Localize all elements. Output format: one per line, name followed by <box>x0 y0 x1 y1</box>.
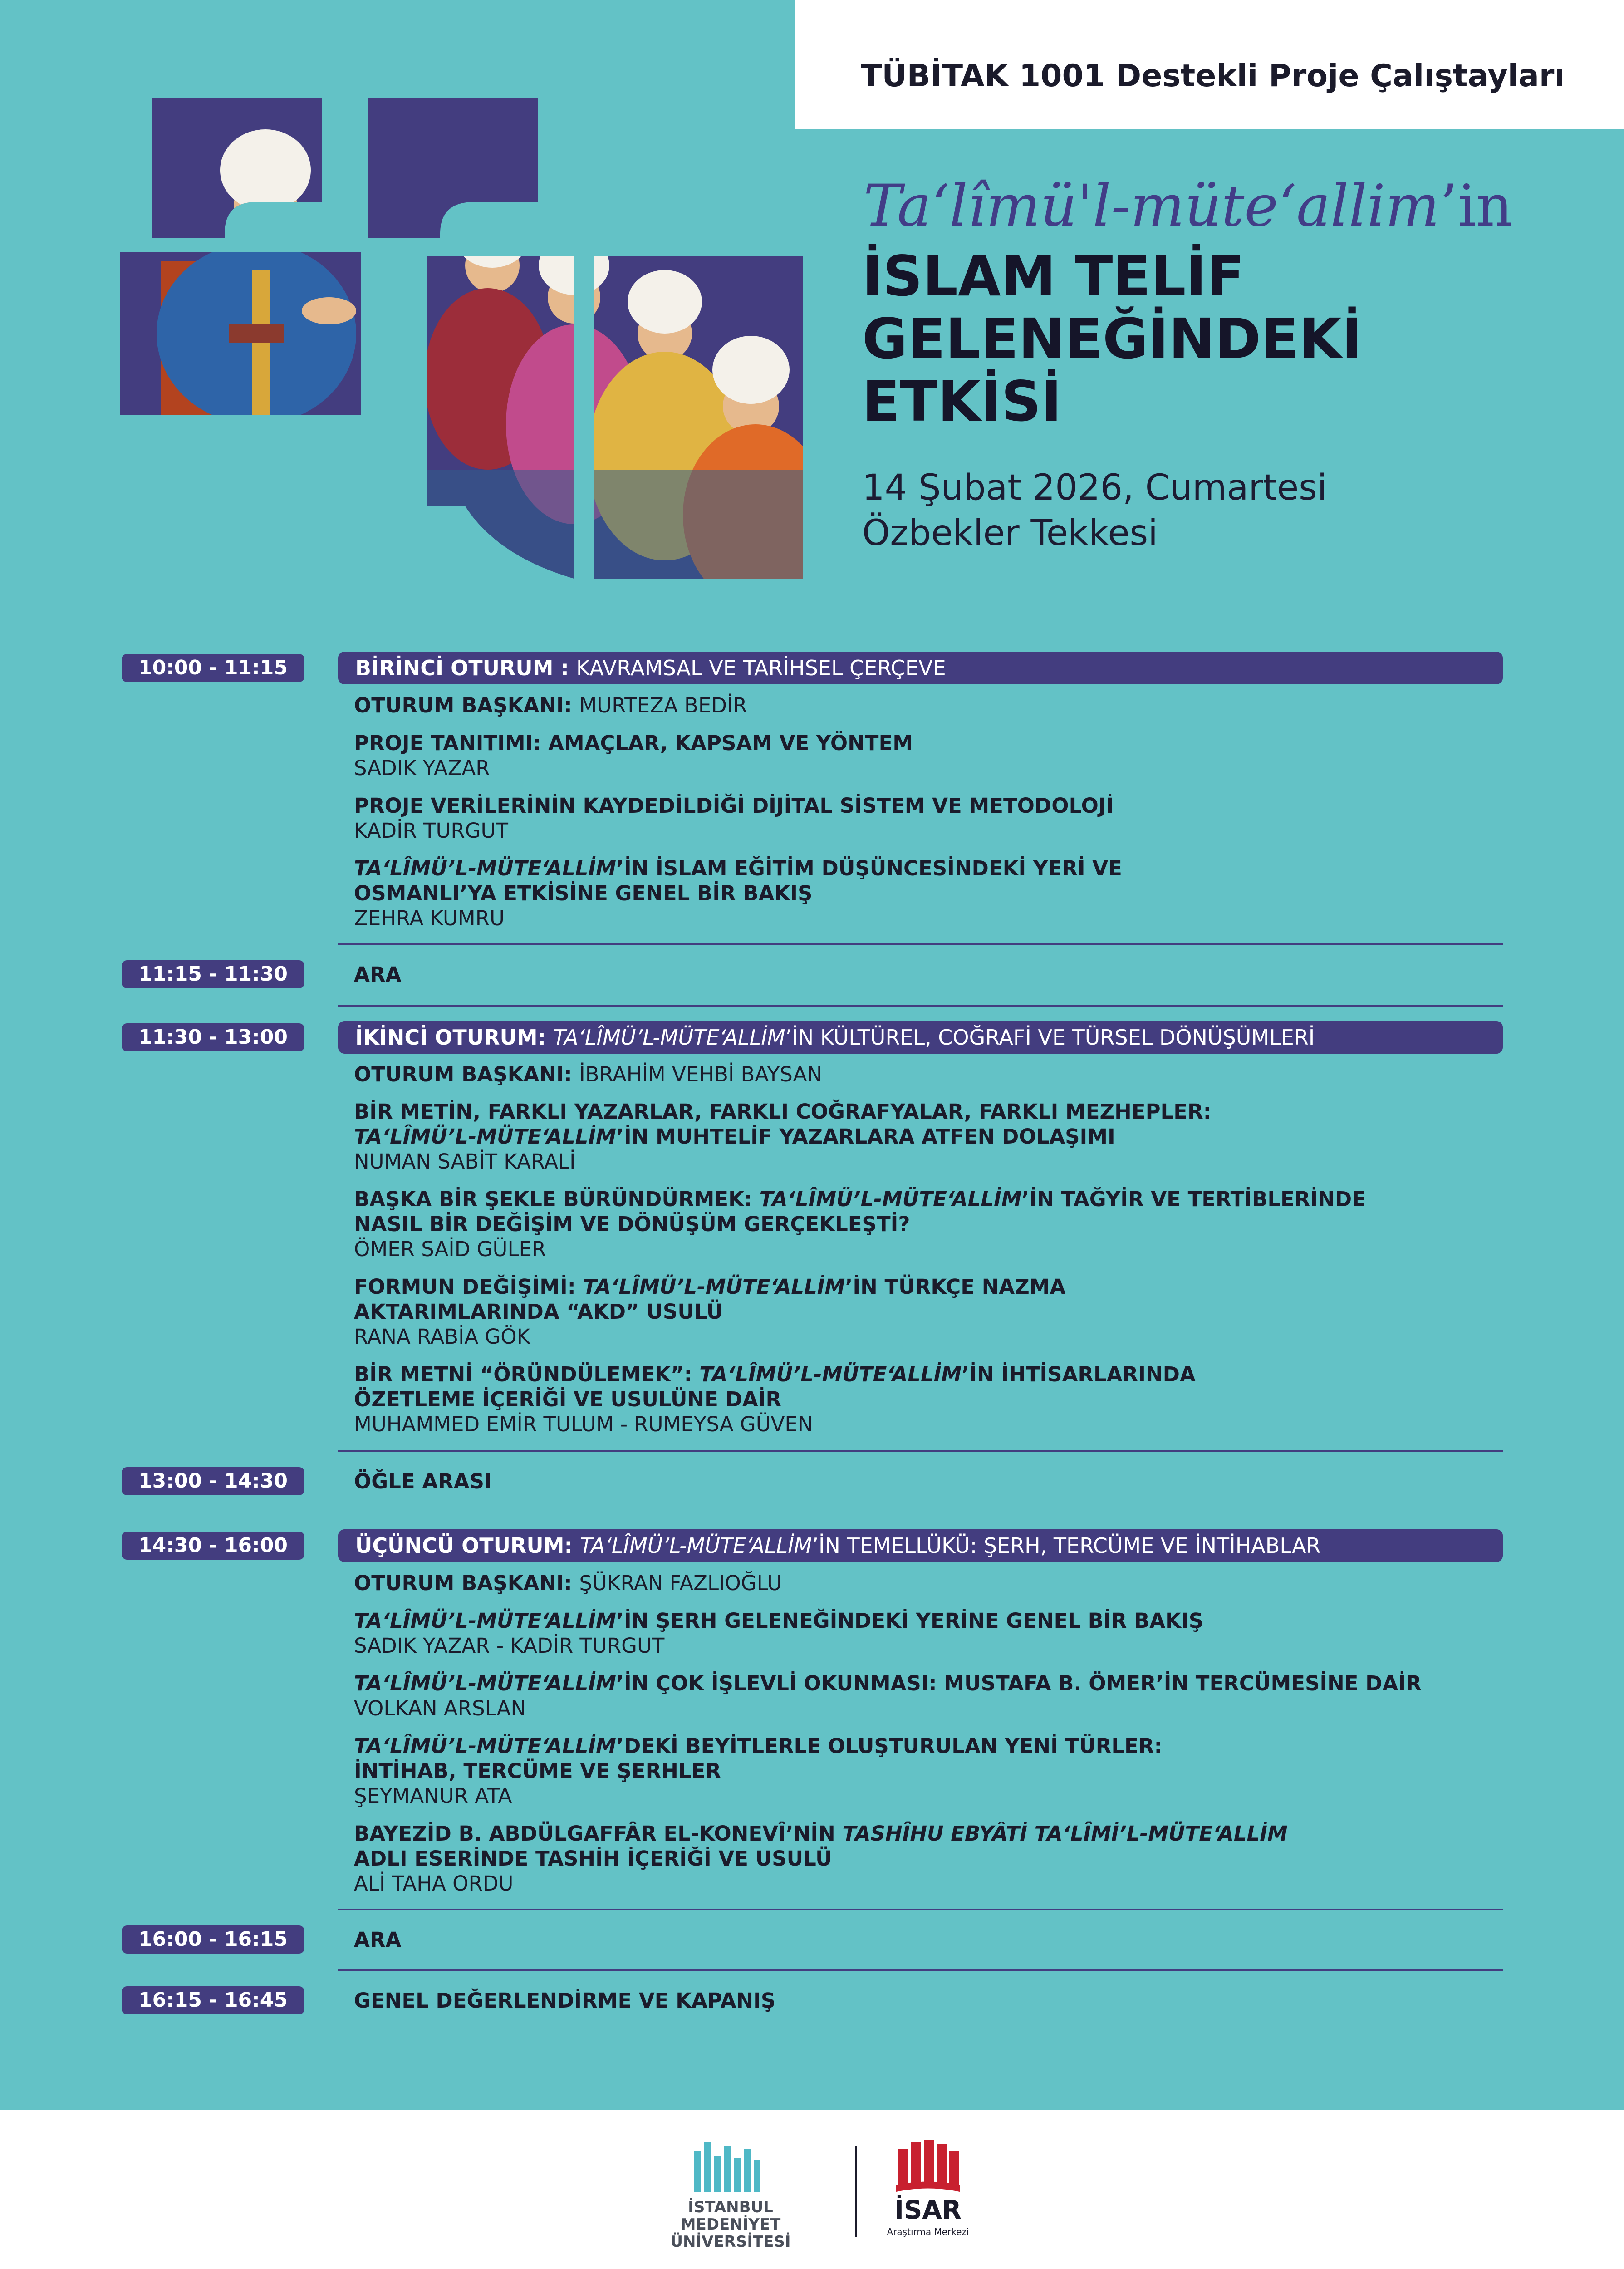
session-3-header <box>338 1529 1503 1562</box>
talk-title-line2: AKTARIMLARINDA “AKD” USULÜ <box>354 1300 723 1324</box>
talk-title <box>354 1274 1065 1299</box>
divider <box>338 943 1503 945</box>
time-badge: 16:00 - 16:15 <box>122 1925 304 1954</box>
event-date: 14 Şubat 2026, Cumartesi <box>862 467 1327 508</box>
divider <box>338 1005 1503 1007</box>
talk-title <box>354 1821 1288 1846</box>
session-topic-italic: TA‘LÎMÜ’L-MÜTE‘ALLİM <box>553 1025 785 1050</box>
talk-speaker: VOLKAN ARSLAN <box>354 1696 526 1720</box>
talk-speaker: ZEHRA KUMRU <box>354 906 505 930</box>
talk-speaker: KADİR TURGUT <box>354 819 508 843</box>
chair-name: ŞÜKRAN FAZLIOĞLU <box>579 1571 782 1595</box>
talk-title-line2: OSMANLI’YA ETKİSİNE GENEL BİR BAKIŞ <box>354 881 813 905</box>
talk-title-line2 <box>354 1124 1115 1149</box>
session-topic-italic: TA‘LÎMÜ’L-MÜTE‘ALLİM <box>579 1533 812 1558</box>
talk-title-rest: ’DEKİ BEYİTLERLE OLUŞTURULAN YENİ TÜRLER: <box>616 1734 1163 1758</box>
talk-title-rest: ’İN ŞERH GELENEĞİNDEKİ YERİNE GENEL BİR BAKIŞ <box>616 1609 1204 1633</box>
session-label: BİRİNCİ OTURUM : <box>355 656 576 680</box>
break-label: ARA <box>354 1928 402 1952</box>
talk-speaker: SADIK YAZAR - KADİR TURGUT <box>354 1634 665 1658</box>
divider <box>338 1450 1503 1452</box>
time-badge: 16:15 - 16:45 <box>122 1986 304 2014</box>
talk-speaker: ALİ TAHA ORDU <box>354 1871 514 1896</box>
title-line: İSLAM TELİF <box>862 244 1245 309</box>
session-chair <box>354 1571 782 1596</box>
banner-text: TÜBİTAK 1001 Destekli Proje Çalıştayları <box>861 58 1565 94</box>
subtitle <box>864 172 1513 239</box>
talk-title <box>354 1734 1162 1758</box>
session-topic-rest: ’İN TEMELLÜKÜ: ŞERH, TERCÜME VE İNTİHABLAR <box>812 1533 1321 1558</box>
title-line: GELENEĞİNDEKİ <box>862 307 1363 371</box>
title-line: ETKİSİ <box>862 369 1062 434</box>
break-label: ÖĞLE ARASI <box>354 1469 492 1493</box>
session-2-header <box>338 1021 1503 1054</box>
logo-divider <box>855 2146 857 2237</box>
isar-book-icon <box>894 2140 962 2194</box>
footer <box>0 2110 1624 2269</box>
talk-title-line2: İNTİHAB, TERCÜME VE ŞERHLER <box>354 1759 721 1783</box>
session-topic: KAVRAMSAL VE TARİHSEL ÇERÇEVE <box>576 656 946 680</box>
talk-title-pre: BAYEZİD B. ABDÜLGAFFÂR EL-KONEVÎ’NİN <box>354 1822 843 1846</box>
talk-title-pre: FORMUN DEĞİŞİMİ: <box>354 1275 583 1299</box>
session-1-header <box>338 652 1503 684</box>
talk-speaker: ÖMER SAİD GÜLER <box>354 1237 546 1261</box>
break-label: ARA <box>354 963 402 987</box>
talk-title-rest: ’İN ÇOK İŞLEVLİ OKUNMASI: MUSTAFA B. ÖMER’İN TERCÜMESİNE DAİR <box>616 1671 1422 1695</box>
talk-title-pre: BİR METNİ “ÖRÜNDÜLEMEK”: <box>354 1362 700 1386</box>
talk-title-line2: ADLI ESERİNDE TASHİH İÇERİĞİ VE USULÜ <box>354 1847 832 1871</box>
talk-title-italic: TA‘LÎMÜ’L-MÜTE‘ALLİM <box>583 1275 845 1299</box>
istanbul-medeniyet-logo-icon <box>694 2142 762 2192</box>
divider <box>338 1969 1503 1971</box>
talk-speaker: MUHAMMED EMİR TULUM - RUMEYSA GÜVEN <box>354 1412 813 1436</box>
isar-logo-sub: Araştırma Merkezi <box>887 2226 969 2237</box>
closing-label: GENEL DEĞERLENDİRME VE KAPANIŞ <box>354 1989 776 2013</box>
talk-speaker: ŞEYMANUR ATA <box>354 1784 512 1808</box>
talk-title <box>354 1671 1422 1696</box>
talk-title-italic: TA‘LÎMÜ’L-MÜTE‘ALLİM <box>354 1609 616 1633</box>
isar-logo-name: İSAR <box>894 2195 962 2225</box>
chair-name: İBRAHİM VEHBİ BAYSAN <box>579 1062 823 1086</box>
talk-title-rest: ’İN TÜRKÇE NAZMA <box>845 1275 1066 1299</box>
talk-title: PROJE TANITIMI: AMAÇLAR, KAPSAM VE YÖNTEM <box>354 731 913 755</box>
talk-title-rest: ’İN TAĞYİR VE TERTİBLERİNDE <box>1021 1187 1366 1211</box>
talk-title <box>354 1187 1366 1212</box>
talk-title <box>354 1608 1203 1633</box>
session-label: İKİNCİ OTURUM: <box>355 1025 554 1050</box>
talk-speaker: SADIK YAZAR <box>354 756 490 780</box>
time-badge: 14:30 - 16:00 <box>122 1532 304 1560</box>
talk-title-italic: TA‘LÎMÜ’L-MÜTE‘ALLİM <box>759 1187 1022 1211</box>
talk-title-pre: BAŞKA BİR ŞEKLE BÜRÜNDÜRMEK: <box>354 1187 760 1211</box>
time-badge: 11:30 - 13:00 <box>122 1023 304 1051</box>
event-place: Özbekler Tekkesi <box>862 513 1158 554</box>
talk-title-rest: ’İN İHTİSARLARINDA <box>962 1362 1196 1386</box>
session-topic-rest: ’İN KÜLTÜREL, COĞRAFİ VE TÜRSEL DÖNÜŞÜMLERİ <box>785 1025 1315 1050</box>
chair-name: MURTEZA BEDİR <box>579 693 747 717</box>
talk-title-line2: ÖZETLEME İÇERİĞİ VE USULÜNE DAİR <box>354 1387 782 1411</box>
talk-title-line2: NASIL BİR DEĞİŞİM VE DÖNÜŞÜM GERÇEKLEŞTİ? <box>354 1212 910 1236</box>
talk-speaker: NUMAN SABİT KARALİ <box>354 1149 576 1174</box>
talk-title <box>354 856 1122 881</box>
session-label: ÜÇÜNCÜ OTURUM: <box>355 1533 580 1558</box>
time-badge: 10:00 - 11:15 <box>122 654 304 682</box>
session-chair <box>354 1062 822 1087</box>
talk-title-italic: TA‘LÎMÜ’L-MÜTE‘ALLİM <box>354 1734 616 1758</box>
talk-title-italic: TA‘LÎMÜ’L-MÜTE‘ALLİM <box>699 1362 962 1386</box>
page-title <box>862 245 1543 433</box>
scholars-quote-illustration <box>120 98 805 579</box>
chair-label: OTURUM BAŞKANI: <box>354 693 579 717</box>
divider <box>338 1909 1503 1910</box>
subtitle-italic: Ta‘lîmü'l-müte‘allim <box>864 172 1440 239</box>
talk-title-rest: ’İN İSLAM EĞİTİM DÜŞÜNCESİNDEKİ YERİ VE <box>616 856 1122 880</box>
talk-title: BİR METİN, FARKLI YAZARLAR, FARKLI COĞRAFYALAR, FARKLI MEZHEPLER: <box>354 1100 1212 1124</box>
top-banner <box>795 0 1624 129</box>
talk-title: PROJE VERİLERİNİN KAYDEDİLDİĞİ DİJİTAL SİSTEM VE METODOLOJİ <box>354 794 1114 818</box>
logo-text-line: İSTANBUL MEDENİYET <box>680 2198 781 2234</box>
chair-label: OTURUM BAŞKANI: <box>354 1571 579 1595</box>
chair-label: OTURUM BAŞKANI: <box>354 1062 579 1086</box>
time-badge: 13:00 - 14:30 <box>122 1467 304 1495</box>
logo-text-line: ÜNİVERSİTESİ <box>670 2233 791 2251</box>
talk-title-italic: TASHÎHU EBYÂTİ TA‘LÎMİ’L-MÜTE‘ALLİM <box>842 1822 1288 1846</box>
talk-title-italic: TA‘LÎMÜ’L-MÜTE‘ALLİM <box>354 856 616 880</box>
talk-title-rest: ’İN MUHTELİF YAZARLARA ATFEN DOLAŞIMI <box>616 1125 1115 1149</box>
istanbul-medeniyet-logo-text <box>635 2199 826 2250</box>
talk-title-italic: TA‘LÎMÜ’L-MÜTE‘ALLİM <box>354 1125 616 1149</box>
time-badge: 11:15 - 11:30 <box>122 960 304 988</box>
talk-title-italic: TA‘LÎMÜ’L-MÜTE‘ALLİM <box>354 1671 616 1695</box>
talk-title <box>354 1362 1196 1387</box>
subtitle-suffix: ’in <box>1439 172 1513 239</box>
session-chair <box>354 693 747 718</box>
talk-speaker: RANA RABİA GÖK <box>354 1325 530 1349</box>
